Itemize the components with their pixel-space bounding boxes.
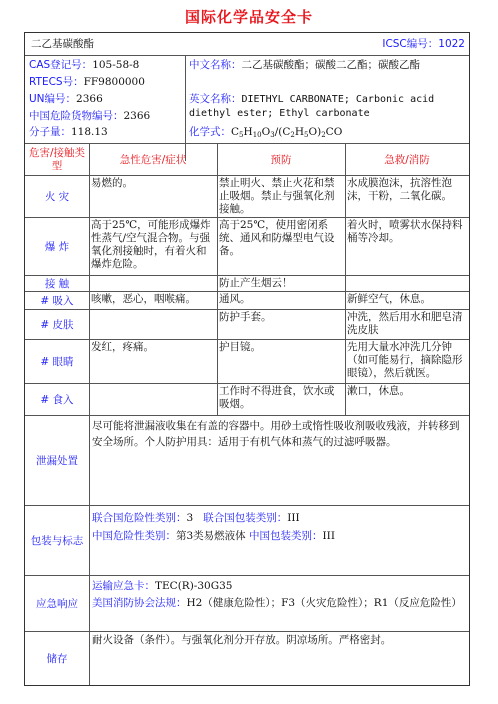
en-name-line-1: 英文名称：DIETHYL CARBONATE; Carbonic acid <box>189 93 435 105</box>
row-prevention: 禁止明火、禁止火花和禁止吸烟。禁止与强氧化剂接触。 <box>219 177 335 215</box>
row-prevention: 高于25℃，使用密闭系统、通风和防爆型电气设备。 <box>219 219 335 257</box>
cas-line: CAS登记号：105-58-8 <box>29 59 140 71</box>
row-type-label: 接 触 <box>44 277 70 290</box>
row-first-aid <box>345 276 469 292</box>
col-header-type: 危害/接触类型 <box>28 147 86 172</box>
hazard-row-exposure <box>25 275 469 291</box>
emergency-label: 应急响应 <box>36 597 78 610</box>
spill-text: 尽可能将泄漏液收集在有盖的容器中。用砂土或惰性吸收剂吸收残液，并转移到安全场所。个人防护用具：适用于有机气体和蒸气的过滤呼吸器。 <box>92 420 460 448</box>
row-first-aid: 水成膜泡沫，抗溶性泡沫，干粉，二氧化碳。 <box>347 177 452 202</box>
row-hazard: 咳嗽，恶心，咽喉痛。 <box>91 293 196 305</box>
hazard-row-ingestion <box>25 383 469 415</box>
cn-dg-line: 中国危险货物编号：2366 <box>29 110 151 122</box>
row-type-label: # 食入 <box>40 393 74 406</box>
row-type-label: 火 灾 <box>44 190 70 203</box>
card-title: 国际化学品安全卡 <box>184 8 313 26</box>
row-first-aid: 漱口，休息。 <box>347 385 410 397</box>
transport-card-line: 运输应急卡：TEC(R)-30G35 <box>92 580 233 592</box>
chemical-formula: $C_5H_{10}O_3/(C_2H_5O)_2CO$ <box>231 126 343 139</box>
hazard-row-skin <box>25 309 469 339</box>
chemical-name: 二乙基碳酸酯 <box>31 38 94 50</box>
packaging-label: 包装与标志 <box>30 534 84 547</box>
row-first-aid: 新鲜空气，休息。 <box>347 293 431 305</box>
spill-label: 泄漏处置 <box>36 454 78 467</box>
hazard-table-header <box>25 143 469 175</box>
col-header-hazard: 急性危害/症状 <box>119 153 187 166</box>
un-class-line: 联合国危险性类别：3 联合国包装类别：III <box>92 512 300 524</box>
row-type-label: # 皮肤 <box>40 318 74 331</box>
emergency-section <box>25 575 469 631</box>
row-prevention: 护目镜。 <box>219 341 261 353</box>
card-header <box>25 33 469 55</box>
col-header-first-aid: 急救/消防 <box>384 153 430 166</box>
row-type-label: 爆 炸 <box>44 240 70 253</box>
row-hazard <box>89 384 217 416</box>
row-first-aid: 先用大量水冲洗几分钟（如可能易行，摘除隐形眼镜），然后就医。 <box>347 341 463 379</box>
storage-text: 耐火设备（条件）。与强氧化剂分开存放。阴凉场所。严格密封。 <box>92 634 392 646</box>
col-header-prevention: 预防 <box>270 153 292 166</box>
safety-card <box>24 32 470 686</box>
storage-label: 储存 <box>46 652 68 665</box>
hazard-row-inhalation <box>25 291 469 309</box>
row-hazard: 高于25℃，可能形成爆炸性蒸气/空气混合物。与强氧化剂接触时，有着火和爆炸危险。 <box>91 219 211 270</box>
cn-name-line: 中文名称：二乙基碳酸酯；碳酸二乙酯；碳酸乙酯 <box>189 59 420 71</box>
en-name-line-2: diethyl ester; Ethyl carbonate <box>189 108 370 119</box>
mw-line: 分子量：118.13 <box>29 126 108 138</box>
row-prevention: 防护手套。 <box>219 311 272 323</box>
row-prevention: 通风。 <box>219 293 251 305</box>
icsc-number: ICSC编号：1022 <box>382 38 465 50</box>
row-hazard: 易燃的。 <box>91 177 133 189</box>
hazard-row-explosion <box>25 217 469 275</box>
cn-class-line: 中国危险性类别：第3类易燃液体 中国包装类别：III <box>92 530 335 542</box>
nfpa-line: 美国消防协会法规：H2（健康危险性）；F3（火灾危险性）；R1（反应危险性） <box>92 597 462 609</box>
row-type-label: # 眼睛 <box>40 355 74 368</box>
un-line: UN编号：2366 <box>29 93 103 105</box>
row-first-aid: 着火时，喷雾状水保持料桶等冷却。 <box>347 219 463 244</box>
row-first-aid: 冲洗，然后用水和肥皂清洗皮肤 <box>347 311 463 336</box>
spill-section <box>25 415 469 505</box>
row-type-label: # 吸入 <box>40 294 74 307</box>
packaging-section <box>25 505 469 575</box>
storage-section <box>25 631 469 685</box>
formula-line: 化学式：$C_5H_{10}O_3/(C_2H_5O)_2CO$ <box>189 126 343 139</box>
rtecs-line: RTECS号：FF9800000 <box>29 76 145 88</box>
row-prevention: 工作时不得进食，饮水或吸烟。 <box>219 385 335 410</box>
hazard-row-eyes <box>25 339 469 383</box>
row-prevention: 防止产生烟云！ <box>219 277 293 289</box>
row-hazard <box>89 310 217 340</box>
hazard-row-fire <box>25 175 469 217</box>
row-hazard: 发红，疼痛。 <box>91 341 154 353</box>
row-hazard <box>89 276 217 292</box>
